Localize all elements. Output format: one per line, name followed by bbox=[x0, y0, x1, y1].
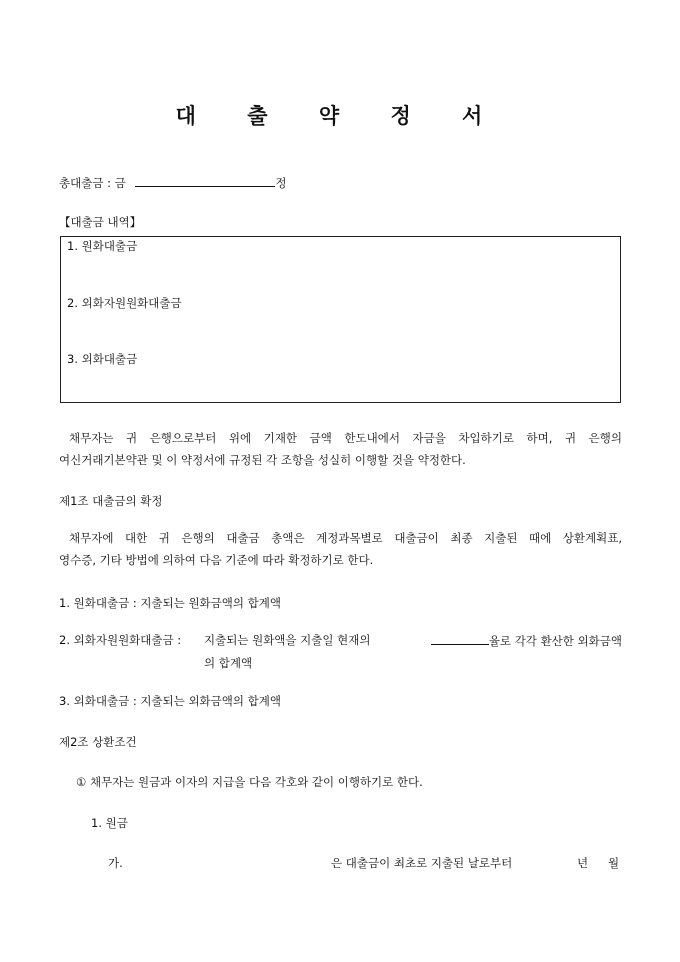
article1-item-2-text-a: 지출되는 원화액을 지출일 현재의 bbox=[204, 633, 371, 647]
total-amount-label: 총대출금 : 금 bbox=[59, 176, 126, 190]
article1-item-3: 3. 외화대출금 : 지출되는 외화금액의 합계액 bbox=[59, 694, 281, 708]
breakdown-item-won: 1. 원화대출금 bbox=[67, 239, 138, 253]
page-title: 대 출 약 정 서 bbox=[175, 103, 505, 128]
breakdown-box bbox=[60, 236, 621, 403]
intro-paragraph bbox=[59, 427, 622, 471]
article1-body bbox=[59, 527, 622, 571]
principal-item-ga-text: 은 대출금이 최초로 지출된 날로부터 bbox=[331, 856, 513, 870]
total-amount-row bbox=[59, 174, 287, 191]
principal-month-label: 월 bbox=[608, 856, 620, 870]
principal-year-label: 년 bbox=[577, 856, 589, 870]
article2-sub-principal: 1. 원금 bbox=[91, 816, 128, 830]
article1-body-line-2: 영수증, 기타 방법에 의하여 다음 기준에 따라 확정하기로 한다. bbox=[59, 553, 374, 567]
article1-item-2-text-c: 의 합계액 bbox=[204, 656, 253, 670]
intro-line-2: 여신거래기본약관 및 이 약정서에 규정된 각 조항을 성실히 이행할 것을 약정한다. bbox=[59, 453, 466, 467]
intro-line-1: 채무자는 귀 은행으로부터 위에 기재한 금액 한도내에서 자금을 차입하기로 하며, 귀 은행의 bbox=[69, 431, 622, 445]
exchange-rate-blank[interactable] bbox=[431, 632, 489, 645]
article1-item-2-label: 2. 외화자원원화대출금 : bbox=[59, 633, 182, 647]
article1-body-line-1: 채무자에 대한 귀 은행의 대출금 총액은 계정과목별로 대출금이 최종 지출된 때에 상환계획표, bbox=[69, 531, 622, 545]
article1-item-2-text-b: 율로 각각 환산한 외화금액 bbox=[488, 634, 622, 648]
article1-item-2-line-1 bbox=[204, 632, 622, 649]
article2-heading: 제2조 상환조건 bbox=[59, 735, 137, 749]
breakdown-heading: 【대출금 내역】 bbox=[59, 215, 142, 229]
breakdown-item-foreign-resource-won: 2. 외화자원원화대출금 bbox=[67, 296, 182, 310]
total-amount-blank[interactable] bbox=[135, 174, 275, 187]
breakdown-item-foreign: 3. 외화대출금 bbox=[67, 352, 138, 366]
article1-item-1: 1. 원화대출금 : 지출되는 원화금액의 합계액 bbox=[59, 596, 281, 610]
principal-item-ga-label: 가. bbox=[108, 856, 123, 870]
article1-heading: 제1조 대출금의 확정 bbox=[59, 494, 163, 508]
total-amount-suffix: 정 bbox=[275, 176, 287, 190]
article2-clause-1: ① 채무자는 원금과 이자의 지급을 다음 각호와 같이 이행하기로 한다. bbox=[76, 775, 423, 789]
